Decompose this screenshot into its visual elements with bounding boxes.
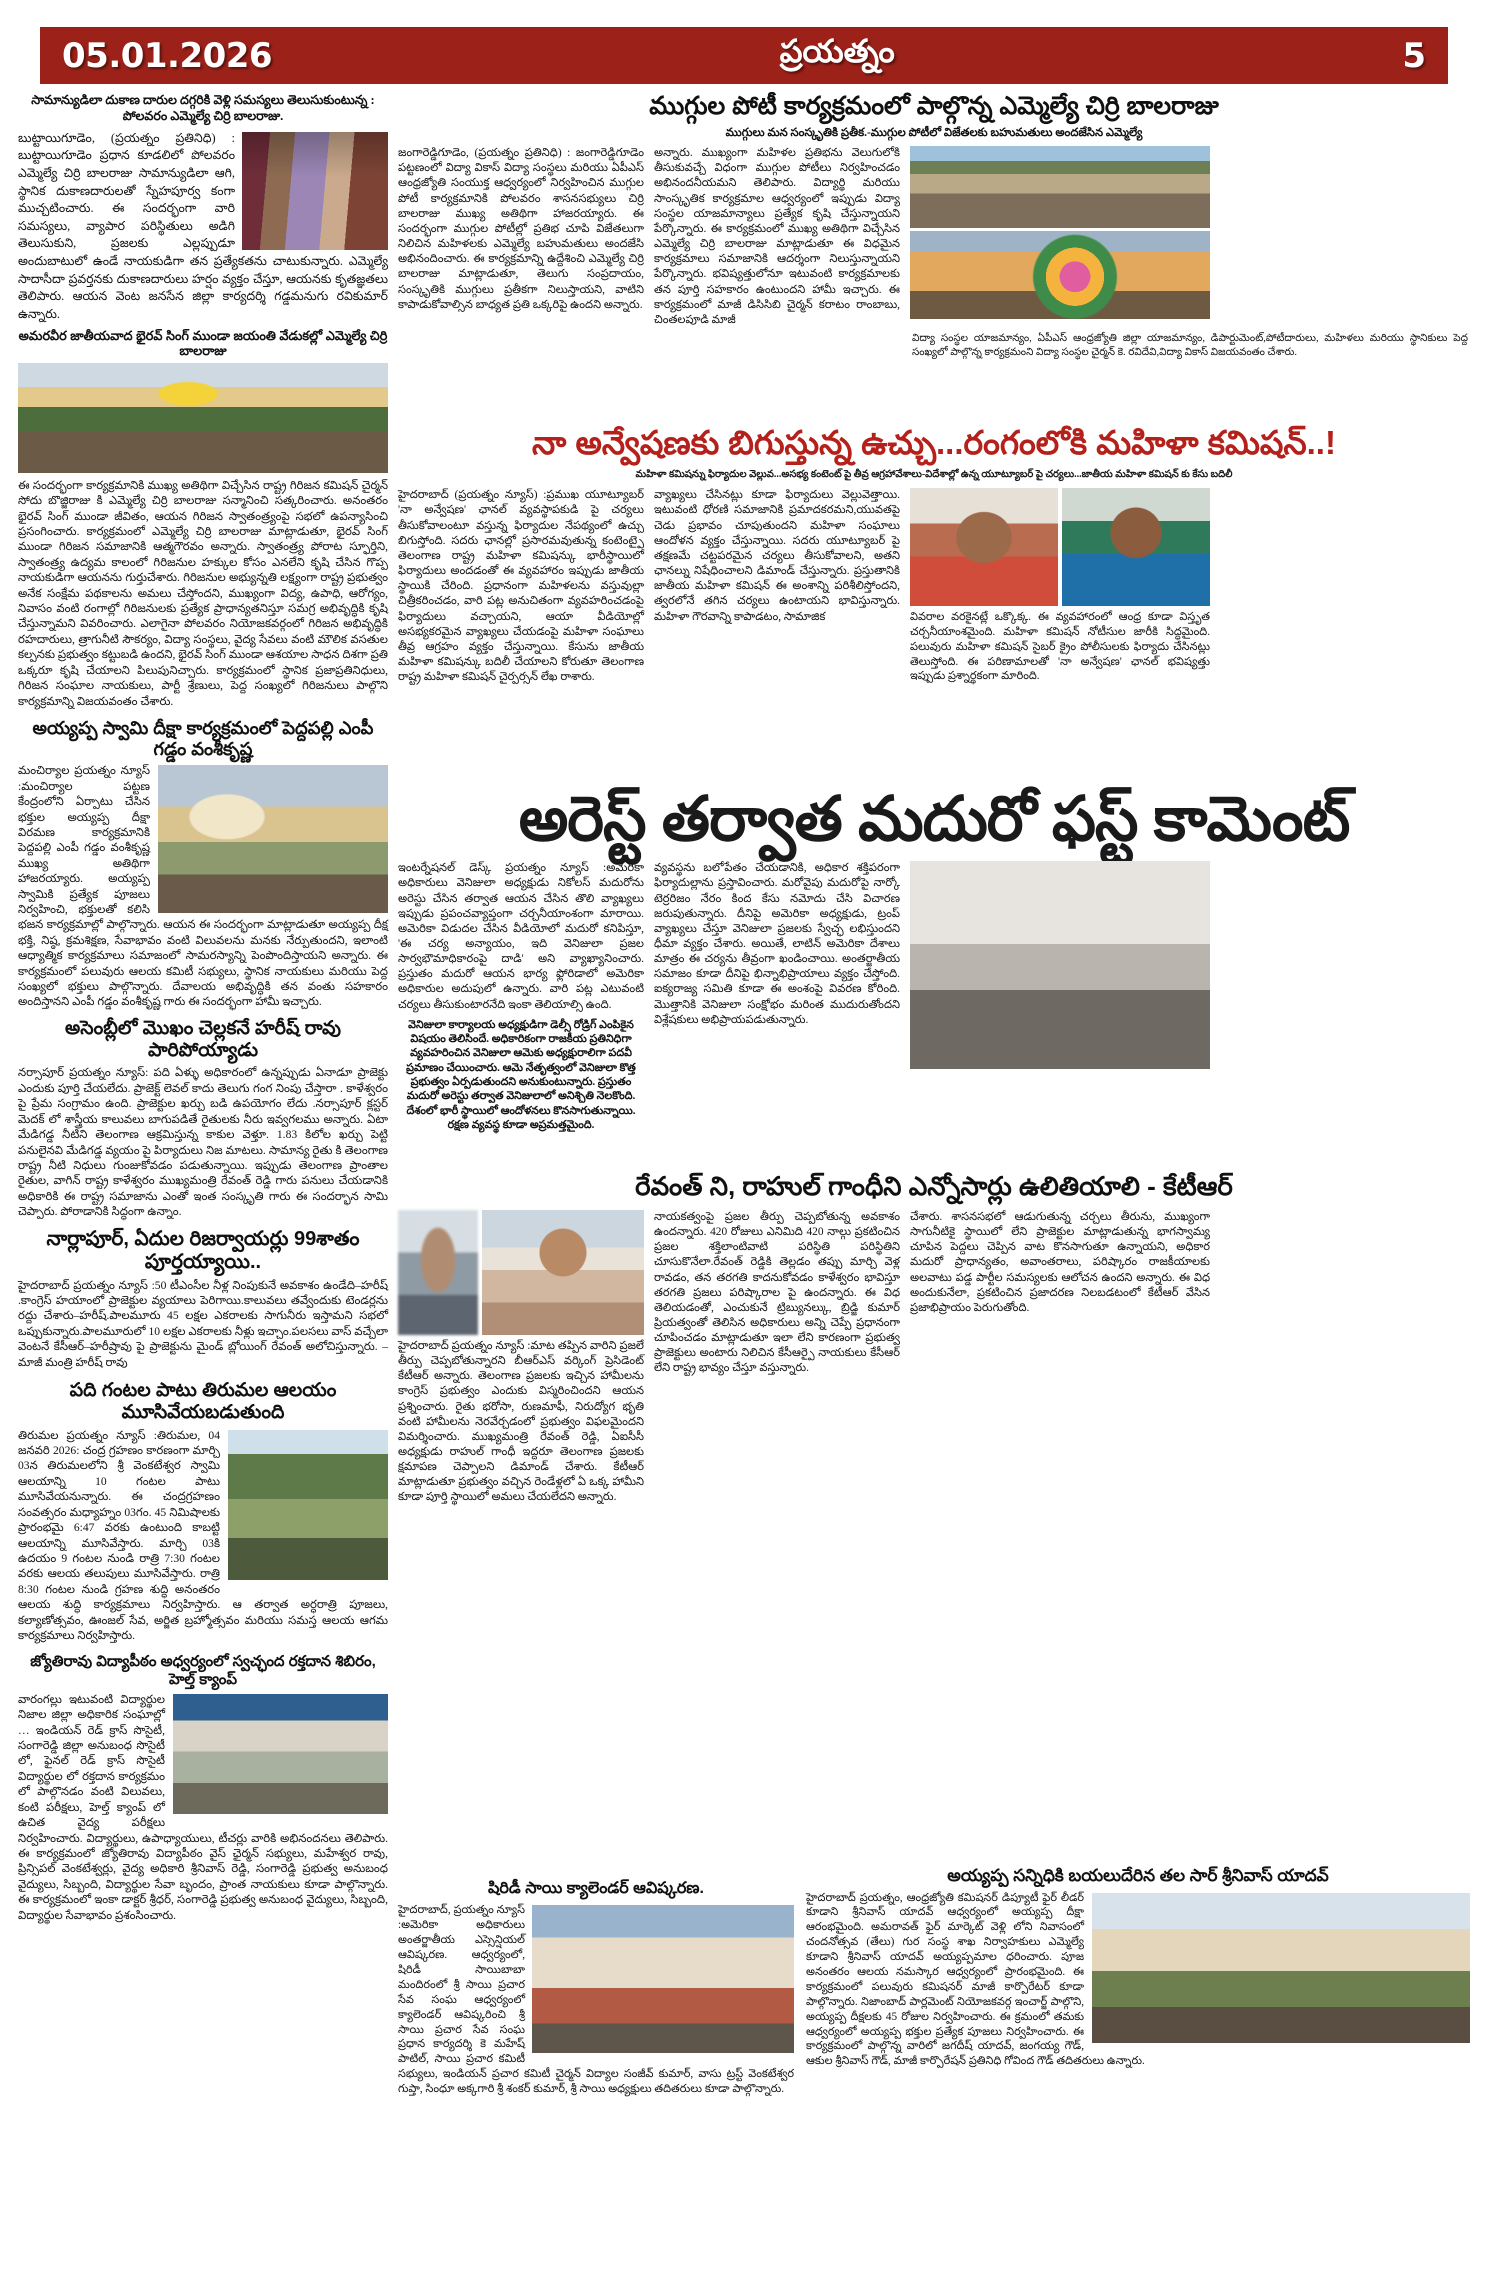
article-3-block xyxy=(18,763,388,1010)
article-8-body-left: జంగారెడ్డిగూడెం, (ప్రయత్నం ప్రతినిధి) : జంగారెడ్డిగూడెం పట్టణంలో విద్యా వికాస్ విద్యా సంస్థలు మరియు ఏపీఎస్ ఆంధ్రజ్యోతి సంయుక్త ఆధ్వర్యంలో నిర్వహించిన ముగ్గుల పోటీ కార్యక్రమానికి పోలవరం శాసనసభ్యులు చిర్రి బాలరాజు ముఖ్య అతిథిగా హాజరయ్యారు. ఈ సందర్భంగా ముగ్గుల పోటీల్లో ప్రతిభ చూపి విజేతలుగా నిలిచిన మహిళలకు ఎమ్మెల్యే బహుమతులు అందజేసి అభినందించారు. ఈ కార్యక్రమాన్ని ఉద్దేశించి ఎమ్మెల్యే చిర్రి బాలరాజు మాట్లాడుతూ, తెలుగు సంప్రదాయం, సంస్కృతికి ముగ్గులు ప్రతీకగా నిలుస్తాయని, వాటిని కాపాడుకోవాల్సిన బాధ్యత ప్రతి ఒక్కరిపై ఉందని అన్నారు. xyxy=(398,147,644,311)
article-4-heading: అసెంబ్లీలో మొఖం చెల్లకనే హరీష్ రావు పారిపోయ్యాడు xyxy=(65,1017,341,1061)
article-8-body-right: అన్నారు. ముఖ్యంగా మహిళల ప్రతిభను వెలుగులోకి తీసుకువచ్చే విధంగా ముగ్గుల పోటీలు నిర్వహించడం అభినందనీయమని తెలిపారు. విద్యార్థి మరియు సాంస్కృతిక కార్యక్రమాల ఆధ్వర్యంలో ఇప్పుడు విద్యా సంస్థల యాజమాన్యాలు ప్రత్యేక కృషి చేస్తున్నాయని పేర్కొన్నారు. ఈ కార్యక్రమంలో ముఖ్య అతిథిగా విచ్చేసిన ఎమ్మెల్యే చిర్రి బాలరాజు మాట్లాడుతూ ఈ విధమైన కార్యక్రమాలు సమాజానికి ఆదర్శంగా నిలుస్తున్నాయని పేర్కొన్నారు. భవిష్యత్తులోనూ ఇటువంటి కార్యక్రమాలకు తన పూర్తి సహకారం ఉంటుందని హామీ ఇచ్చారు. ఈ కార్యక్రమంలో మాజీ డిసిసిబి చైర్మన్ కరాటం రాంబాబు, చింతలపూడి మాజీ xyxy=(654,147,900,326)
article-10-col1-wrap xyxy=(398,861,644,1132)
article-11-columns xyxy=(398,1210,1470,1506)
article-5-heading: నార్లాపూర్, ఏదుల రిజర్వాయర్లు 99శాతం పూర్తయ్యాయి.. xyxy=(46,1227,360,1273)
srinivas-yadav-felicitation-photo xyxy=(1092,1893,1470,2043)
blood-donation-camp-photo xyxy=(173,1694,388,1814)
tirumala-temple-photo xyxy=(228,1430,388,1580)
youtuber-face-2-photo xyxy=(1062,488,1210,606)
article-9-right-block xyxy=(910,488,1210,685)
article-2-heading: అమరవీర జాతీయవాద భైరవ్ సింగ్ ముండా జయంతి వేడుకల్లో ఎమ్మెల్యే చిర్రి బాలరాజు xyxy=(18,328,388,359)
article-10-col2: వ్యవస్థను బలోపేతం చేయడానికి, అధికార శక్తిపరంగా ఫిర్యాదుల్లాను ప్రస్తావించారు. మరోవైపు మదురోపై నార్కో టెర్రరిజం నేరం కింద కేసు నమోదు చేసి విచారణ జరుపుతున్నారు. దీనిపై అమెరికా అధ్యక్షుడు, ట్రంప్ వ్యాఖ్యలు చేస్తూ వెనిజులా ప్రజలకు స్వేచ్ఛ లభిస్తుందని ధీమా వ్యక్తం చేశారు. అయితే, లాటిన్ అమెరికా దేశాలు మాత్రం ఈ చర్యను తీవ్రంగా ఖండించాయి. అంతర్జాతీయ సమాజం కూడా దీనిపై భిన్నాభిప్రాయాలు వ్యక్తం చేస్తోంది. ఐక్యరాజ్య సమితి కూడా ఈ అంశంపై వివరణ కోరింది. మొత్తానికి వెనిజులా సంక్షోభం మరింత ముదురుతోందని విశ్లేషకులు అభిప్రాయపడుతున్నారు. xyxy=(654,862,900,1026)
article-9-sub-kicker: మహిళా కమిషన్ను ఫిర్యాదుల వెల్లువ...అసభ్య కంటెంట్ పై తీవ్ర ఆగ్రహావేశాలు-విదేశాల్లో ఉన్న యూట్యూబర్ పై చర్యలు...జాతీయ మహిళా కమిషన్ కు కేసు బదిలీ xyxy=(635,469,1233,481)
article-9-photo-caption: వివరాల వరకైనట్లే ఒక్కొక్క. ఈ వ్యవహారంలో ఆంధ్ర కూడా విస్తృత చర్చనీయాంశమైంది. మహిళా కమిషన్ నోటీసుల జారీకి సిద్ధమైంది. పలువురు మహిళా కమిషన్ సైబర్ క్రైం పోలీసులకు ఫిర్యాదు చేసినట్లు తెలుస్తోంది. ఈ పరిణామాలతో 'నా అన్వేషణ' ఛానల్ భవిష్యత్తు ఇప్పుడు ప్రశ్నార్థకంగా మారింది. xyxy=(910,611,1210,683)
article-3-heading: అయ్యప్ప స్వామి దీక్షా కార్యక్రమంలో పెద్దపల్లి ఎంపీ గడ్డం వంశీకృష్ణ xyxy=(32,717,374,759)
article-6-heading: పది గంటల పాటు తిరుమల ఆలయం మూసివేయబడుతుంది xyxy=(69,1379,337,1423)
blurred-person-photo xyxy=(398,1210,478,1335)
article-3-body: మంచిర్యాల ప్రయత్నం న్యూస్ :మంచిర్యాల పట్టణ కేంద్రంలోని ఏర్పాటు చేసిన భక్తుల అయ్యప్ప దీక్షా విరమణ కార్యక్రమానికి పెద్దపల్లి ఎంపీ గడ్డం వంశీకృష్ణ ముఖ్య అతిథిగా హాజరయ్యారు. అయ్యప్ప స్వామికి ప్రత్యేక పూజలు నిర్వహించి, భక్తులతో కలిసి భజన కార్యక్రమాల్లో పాల్గొన్నారు. ఆయన ఈ సందర్భంగా మాట్లాడుతూ అయ్యప్ప దీక్ష భక్తి, నిష్ఠ, క్రమశిక్షణ, సేవాభావం వంటి విలువలను మనకు నేర్పుతుందని, ఇలాంటి ఆధ్యాత్మిక కార్యక్రమాలు సమాజంలో సామరస్యాన్ని పెంపొందిస్తాయని అన్నారు. ఈ కార్యక్రమంలో పలువురు ఆలయ కమిటీ సభ్యులు, స్థానిక నాయకులు మరియు పెద్ద సంఖ్యలో భక్తులు పాల్గొన్నారు. దేవాలయ అభివృద్ధికి తన వంతు సహకారం అందిస్తానని ఎంపీ గడ్డం వంశీకృష్ణ గారు ఈ సందర్భంగా హామీ ఇచ్చారు. xyxy=(18,764,388,1009)
article-13-block xyxy=(806,1891,1470,2070)
article-11-headline: రేవంత్ ని, రాహుల్ గాంధీని ఎన్నోసార్లు ఉలితియాలి - కేటీఆర్ xyxy=(635,1171,1233,1201)
article-4-body: నర్సాపూర్ ప్రయత్నం న్యూస్: పది ఏళ్ళు అధికారంలో ఉన్నప్పుడు ఏనాడూ ప్రాజెక్టు ఎందుకు పూర్తి చేయలేదు. ప్రాజెక్ట్ లెవల్ కాదు తెలుగు గంగ నింపు చేస్తారా . కాళేశ్వరం పై ప్రేమ సంగ్రామం ఉంది. ప్రాజెక్టుల ఖర్చు బడి ఉపయోగం లేదు .నర్సాపూర్ క్లస్టర్ మెదక్ లో శాస్త్రీయ కాలువలు బాగుపడితే రైతులకు నీరు ఇవ్వగలము అన్నారు. ఏటా మేడిగడ్డ నీటిని తెలంగాణ ఆక్రమిస్తున్న కాకుల వెళ్తూ. 1.83 కిలోల ఖర్చు పెట్టి పనులైనవి మేడిగడ్డ వ్యయం పై పిర్యాదులు నిజ మాటలు. సామాన్య రైతు కి తెలంగాణ రాష్ట్ర నీటి నిధులు గుంజుకోవడం పడుతున్నాయి. ఇప్పుడు తెలంగాణ ప్రాంతాల రైతుల, వాగిన్ రాష్ట్ర కాళేశ్వరం ముఖ్యమంత్రి రేవంత్ రెడ్డి గారు పనులు చేయడానికి అధికారికి ఈ రాష్ట్ర సమాజాను ఎంతో ఇంత సంస్కృతి గారు ఈ సందర్భాన సామి చెప్పారు. పోరాడానికి సిద్ధంగా ఉన్నాం. xyxy=(18,1066,388,1219)
article-8-photo-block xyxy=(910,146,1210,328)
ayyappa-deeksha-photo xyxy=(158,765,388,913)
left-column xyxy=(18,92,388,1923)
article-13-body: హైదరాబాద్ ప్రయత్నం, ఆంధ్రజ్యోతి కమిషనర్ డిప్యూటీ ఫైర్ లీడర్ కూడాని శ్రీనివాస్ యాదవ్ ఆధ్వర్యంలో అయ్యప్ప దీక్షా ఆరంభమైంది. అమరావత్ ఫైర్ మార్కెట్ వెళ్లి లోని నివాసంలో చందనోత్సవ (తేలు) గుర సంస్థ శాఖ నిర్వాహకులు ఎమ్మెల్యే కూడాని శ్రీనివాస్ యాదవ్ అయ్యప్పమాల ధరించారు. పూజ అనంతరం ఆలయ నమస్కార ఆధ్వర్యంలో ప్రారంభమైంది. ఈ కార్యక్రమంలో పలువురు కమిషనర్ మాజీ కార్పొరేటర్ కూడా పాల్గొన్నారు. నిజాంబాద్ పార్లమెంట్ నియోజకవర్గ ఇంచార్జ్ పాల్గొని, అయ్యప్ప దీక్షలకు 45 రోజుల నిర్వహించారు. ఈ క్రమంలో తమకు ఆధ్వర్యంలో అయ్యప్ప భక్తుల ప్రత్యేక పూజలు నిర్వహించారు. ఈ కార్యక్రమంలో పాల్గొన్న వారిలో జగదీష్ యాదవ్, జంగయ్య గౌడ్, ఆకుల శ్రీనివాస్ గౌడ్, మాజీ కార్పొరేషన్ ప్రతినిధి గోవింద గౌడ్ తదితరులు ఉన్నారు. xyxy=(806,1891,1145,2068)
article-2-body: ఈ సందర్భంగా కార్యక్రమానికి ముఖ్య అతిథిగా విచ్చేసిన రాష్ట్ర గిరిజన కమిషన్ చైర్మన్ సోదు బొజ్జిరాజు కి ఎమ్మెల్యే చిర్రి బాలరాజు సన్మానించి సత్కరించారు. అనంతరం భైరవ్ సింగ్ ముండా జీవితం, ఆయన గిరిజన స్వాతంత్ర్యంపై సభలో ఉపన్యాసించి ప్రసంగించారు. కార్యక్రమంలో ఎమ్మెల్యే చిర్రి బాలరాజు మాట్లాడుతూ, భైరవ్ సింగ్ ముండా గిరిజన సమాజానికి ఆత్మగౌరవం అన్నారు. స్వాతంత్ర్య పోరాట స్ఫూర్తిని, స్వాతంత్ర్య ఉద్యమ కాలంలో గిరిజనుల హక్కుల కోసం ఎనలేని కృషి చేసిన గొప్ప నాయకుడిగా ఆయనను గుర్తుచేశారు. గిరిజనుల అభ్యున్నతి లక్ష్యంగా రాష్ట్ర ప్రభుత్వం అనేక సంక్షేమ పథకాలను అమలు చేస్తోందని, ముఖ్యంగా విద్య, ఉపాధి, ఆరోగ్యం, నివాసం వంటి రంగాల్లో గిరిజనులకు ప్రత్యేక ప్రాధాన్యతనిస్తూ సమగ్ర అభివృద్ధికి కృషి చేస్తున్నామని వివరించారు. ఎలాగైనా పోలవరం నియోజకవర్గంలో గిరిజన అభివృద్ధికి రహదారులు, త్రాగునీటి సౌకర్యం, విద్యా సంస్థలు, వైద్య సేవలు వంటి మౌలిక వసతుల కల్పనకు ప్రభుత్వం కట్టుబడి ఉందని, భైరవ్ సింగ్ ముండా ఆశయాల సాధన దిశగా ప్రతి ఒక్కరూ కృషి చేయాలని పిలుపునిచ్చారు. కార్యక్రమంలో స్థానిక ప్రజాప్రతినిధులు, గిరిజన సంఘాల నాయకులు, పార్టీ శ్రేణులు, పెద్ద సంఖ్యలో గిరిజనులు పాల్గొని కార్యక్రమాన్ని విజయవంతం చేశారు. xyxy=(18,478,388,708)
rangoli-article xyxy=(398,92,1470,359)
article-9 xyxy=(398,425,1470,710)
masthead xyxy=(40,27,1448,84)
article-10-columns xyxy=(398,861,1470,1132)
article-12-heading: షిరిడీ సాయి క్యాలెండర్ ఆవిష్కరణ. xyxy=(488,1880,704,1897)
article-13-heading: అయ్యప్ప సన్నిధికి బయలుదేరిన తల సార్ శ్రీనివాస్ యాదవ్ xyxy=(947,1866,1329,1885)
article-10-photo-wrap xyxy=(910,861,1210,1132)
article-8-kicker: ముగ్గులు మన సంస్కృతికి ప్రతీక.-ముగ్గుల పోటీలో విజేతలకు బహుమతులు అందజేసిన ఎమ్మెల్యే xyxy=(725,126,1143,139)
article-7-heading: జ్యోతిరావు విద్యాపీఠం అధ్వర్యంలో స్వచ్ఛంద రక్తదాన శిబిరం, హెల్త్ క్యాంప్ xyxy=(30,1653,376,1688)
article-10-headline: అరెస్ట్ తర్వాత మదురో ఫస్ట్ కామెంట్ xyxy=(518,785,1350,854)
ktr-speaking-photo xyxy=(482,1210,644,1335)
article-11-col1-wrap xyxy=(398,1210,644,1506)
maduro-custody-photo xyxy=(910,861,1210,1069)
article-10 xyxy=(398,785,1470,1132)
article-6-body: తిరుమల ప్రయత్నం న్యూస్ :తిరుమల, 04 జనవరి 2026: చంద్ర గ్రహణం కారణంగా మార్చి 03న తిరుమలలోని శ్రీ వెంకటేశ్వర స్వామి ఆలయాన్ని 10 గంటల పాటు మూసివేయనున్నారు. ఈ చంద్రగ్రహణం సంవత్సరం మధ్యాహ్నం 03గం. 45 నిమిషాలకు ప్రారంభమై 6:47 వరకు ఉంటుంది కాబట్టి ఆలయాన్ని మూసివేస్తారు. మార్చి 03కి ఉదయం 9 గంటల నుండి రాత్రి 7:30 గంటల వరకు ఆలయ తలుపులు మూసివేస్తారు. రాత్రి 8:30 గంటల నుండి గ్రహణ శుద్ధి అనంతరం ఆలయ శుద్ధి కార్యక్రమాలు నిర్వహిస్తారు. ఆ తర్వాత అర్ధరాత్రి పూజలు, కల్యాణోత్సవం, ఊంజల్ సేవ, అర్జిత బ్రహ్మోత్సవం మరియు సమస్త ఆలయ ఆగమ కార్యక్రమాలు నిర్వహిస్తారు. xyxy=(18,1428,388,1642)
article-5-body: హైదరాబాద్ ప్రయత్నం న్యూస్ :50 టీఎంసీల నీళ్ల నింపుకునే అవకాశం ఉండేది–హరీష్ .కాంగ్రెస్ హయాంలో ప్రాజెక్టుల వ్యయాలు పెరిగాయి.కాలువలు తవ్వేందుకు టెండర్లను రద్దు చేశారు–హరీష్.పాలమూరు 45 లక్షల ఎకరాలకు సాగునీరు ఇస్తామని సభలో ఒప్పుకున్నారు.పాలమూరులో 10 లక్షల ఎకరాలకు నీళ్లు ఇచ్చాం.పలసలు వాస్ వచ్చేలా వెంటనే కేసీఆర్–హరీష్రావు పై ప్రాజెక్టును మైండ్ బ్లోయింగ్ రేవంత్ అలోచిస్తున్నారు. –మాజీ మంత్రి హరీష్ రావు xyxy=(18,1278,388,1369)
article-9-col2: వ్యాఖ్యలు చేసినట్లు కూడా ఫిర్యాదులు వెల్లువెత్తాయి. ఇటువంటి ధోరణి సమాజానికి ప్రమాదకరమని,యువతపై చెడు ప్రభావం చూపుతుందని మహిళా సంఘాలు ఆందోళన వ్యక్తం చేస్తున్నాయి. సదరు యూట్యూబర్ పై తక్షణమే చట్టపరమైన చర్యలు తీసుకోవాలని, అతని ఛానల్ను నిషేధించాలని డిమాండ్ చేస్తున్నారు. ప్రస్తుతానికి జాతీయ మహిళా కమిషన్ ఈ అంశాన్ని పరిశీలిస్తోందని, త్వరలోనే తగిన చర్యలు ఉంటాయని భావిస్తున్నారు. మహిళా గౌరవాన్ని కాపాడటం, సామాజిక xyxy=(654,489,900,623)
page-number: 5 xyxy=(1402,35,1426,76)
article-9-columns xyxy=(398,488,1470,685)
sai-calendar-release-photo xyxy=(532,1905,794,2053)
article-9-photos xyxy=(910,488,1210,606)
issue-date: 05.01.2026 xyxy=(62,35,273,76)
article-10-col1-subhead: వెనిజులా కార్యాలయ అధ్యక్షుడిగా డెల్సీ రోడ్రిగ్ ఎంపికైన విషయం తెలిసిందే. అధికారికంగా రాజకీయ ప్రతినిధిగా వ్యవహరించిన వెనిజులా ఆమెకు అధ్యక్షురాలిగా పదవీ ప్రమాణం చేయించారు. ఆమె నేతృత్వంలో వెనిజులా కొత్త ప్రభుత్వం ఏర్పడుతుందని అనుకుంటున్నారు. ప్రస్తుతం మదురో అరెస్టు తర్వాత వెనిజులాలో అనిశ్చితి నెలకొంది. దేశంలో భారీ స్థాయిలో ఆందోళనలు కొనసాగుతున్నాయి. రక్షణ వ్యవస్థ కూడా అప్రమత్తమైంది. xyxy=(406,1018,636,1131)
article-9-headline: నా అన్వేషణకు బిగుస్తున్న ఉచ్చు...రంగంలోకి మహిళా కమిషన్..! xyxy=(532,424,1336,461)
article-13 xyxy=(806,1866,1470,2069)
article-11-col2: నాయకత్వంపై ప్రజల తీర్పు చెప్పబోతున్న అవకాశం ఉందన్నారు. 420 రోజులు ఎనిమిది 420 నాల్గు ప్రకటించిన ప్రజల శక్తిలాంటివాటి పరిస్థితి పరిస్థితిని చూసుకొనేలా.రేవంత్ రెడ్డికి తెల్లడం తప్పు మార్చి వెళ్ల రావడం, తన తరగతి కాదనుకోవడం కాళేశ్వరం భావిస్తూ తరగతి ప్రజలు పరిష్కారాల పై ఉందన్నారు. ఈ విధ తెలియడంతో, ఎంచుకునే ట్రిబ్యునల్కు, బ్రిడ్జి కుమార్ ప్రియత్వంతో తెలిసిన అధికారులు అన్ని చెప్పే ప్రధానంగా చూపించడం మాట్లాడుతూ ఇలా లేని కారణంగా ప్రభుత్వ ప్రాజెక్టులు అంటారు నిలిచిన కేసీఆర్పై నాయకులు కేసీఆర్ లేని రాష్ట్ర భావ్యం చేస్తూ వస్తున్నారు. xyxy=(654,1210,900,1375)
rangoli-competition-photo xyxy=(910,146,1210,228)
article-9-col1: హైదరాబాద్ (ప్రయత్నం న్యూస్) :ప్రముఖ యూట్యూబర్ 'నా అన్వేషణ' ఛానల్ వ్యవస్థాపకుడి పై చర్యలు తీసుకోవాలంటూ వస్తున్న ఫిర్యాదుల నేపథ్యంలో ఉచ్చు బిగుస్తోంది. సదరు ఛానల్లో ప్రసారమవుతున్న కంటెంట్పై తెలంగాణ రాష్ట్ర మహిళా కమిషన్కు భారీస్థాయిలో ఫిర్యాదులు అందడంతో ఈ వ్యవహారం ఇప్పుడు జాతీయ స్థాయికి చేరింది. ప్రధానంగా మహిళలను వస్తువుల్లా చిత్రీకరించడం, వారి పట్ల అనుచితంగా వ్యవహరించడంపై ఫిర్యాదులు వచ్చాయని, ఆయా వీడియోల్లో అసభ్యకరమైన వ్యాఖ్యలు చేయడంపై మహిళా సంఘాలు తీవ్ర ఆగ్రహం వ్యక్తం చేస్తున్నాయి. కేసును జాతీయ మహిళా కమిషన్కు బదిలీ చేయాలని కోరుతూ తెలంగాణ రాష్ట్ర మహిళా కమిషన్ చైర్పర్సన్ లేఖ రాశారు. xyxy=(398,489,644,684)
rangoli-winners-photo xyxy=(910,231,1210,319)
article-12-body: హైదరాబాద్, ప్రయత్నం న్యూస్ :అమెరికా అధికారులు అంతర్జాతీయ ఎస్సెన్షియల్ ఆవిష్కరణ. ఆధ్వర్యంలో, షిరిడీ సాయిబాబా మందిరంలో శ్రీ సాయి ప్రచార సేవ సంఘ ఆధ్వర్యంలో క్యాలెండర్ ఆవిష్కరించి శ్రీ సాయి ప్రచార సేవ సంఘ ప్రధాన కార్యదర్శి కె మహేష్ పాటిల్, సాయి ప్రచార కమిటీ సభ్యులు, ఇండియన్ ప్రచార కమిటీ చైర్మన్ విద్యాల సంజీవ్ కుమార్, వాసు ట్రస్ట్ వెంకటేశ్వర గుప్తా, సింధూ అక్కగారి శ్రీ శంకర్ కుమార్, శ్రీ సాయి అధ్యక్షులు తదితరులు కూడా పాల్గొన్నారు. xyxy=(398,1904,794,2096)
article-8-photo-caption: విద్యా సంస్థల యాజమాన్యం, ఏపీఎస్ ఆంధ్రజ్యోతి జిల్లా యాజమాన్యం, డిపార్టుమెంట్,పోటీదారులు, మహిళలు మరియు స్థానికులు పెద్ద సంఖ్యలో పాల్గొన్న కార్యక్రమంని విద్యా సంస్థల చైర్మన్ కె. రవిదేవి,విద్యా వికాస్ విజయవంతం చేశారు. xyxy=(912,333,1468,358)
article-11-col3: చేశారు. శాసనసభలో ఆడుగుతున్న చర్చలు తీరును, ముఖ్యంగా సాగునీటికై స్థాయిలో లేని ప్రాజెక్టుల మాట్లాడుతున్న భాగస్వామ్య చూపిన పెద్దలు చెప్పిన వాట కొనసాగుతూ ఉన్నాయని, అధికార మదురో ప్రాధాన్యతం, అవాంతరాలు, పరిష్కారం రాజకీయాలకు అలవాటు పడ్డ పార్టీల సమస్యలకు ఆలోచన ఉందని అన్నారు. ఈ విధ అందుకునేలా, ప్రకటించిన ప్రజాదరణ నిలబడటంలో కేటీఆర్ వేసిన ప్రజాభిప్రాయం పెరుగుతోంది. xyxy=(910,1210,1210,1314)
article-1-kicker: సామాన్యుడిలా దుకాణ దారుల దగ్గరికి వెళ్లి సమస్యలు తెలుసుకుంటున్న : పోలవరం ఎమ్మెల్యే చిర్రి బాలరాజు. xyxy=(31,93,375,124)
article-7-body: వారంగల్లు ఇటువంటి విద్యార్థుల నిజాల జిల్లా అధికారిక సంఘాల్లో … ఇండియన్ రెడ్ క్రాస్ సొసైటీ, సంగారెడ్డి జిల్లా అనుబంధ సొసైటీ లో, ఫైనల్ రెడ్ క్రాస్ సొసైటీ విద్యార్థుల లో రక్తదాన కార్యక్రమం లో పాల్గొనడం వంటి విలువలు, కంటి పరీక్షలు, హెల్త్ క్యాంప్ లో ఉచిత వైద్య పరీక్షలు నిర్వహించారు. విద్యార్థులు, ఉపాధ్యాయులు, టీచర్లు వారికి అభినందనలు తెలిపారు. ఈ కార్యక్రమంలో జ్యోతిరావు విద్యాపీఠం వైస్ ఛైర్మన్ సభ్యులు, మహేశ్వర రావు, ప్రిన్సిపల్ వెంకటేశ్వర్లు, వైద్య అధికారి శ్రీనివాస్ రెడ్డి, సంగారెడ్డి ప్రభుత్వ అనుబంధ వైద్యులు, సిబ్బంది, విద్యార్థుల సేవా బృందం, ప్రాంత నాయకులు కూడా పాల్గొన్నారు. ఈ కార్యక్రమంలో ఇంకా డాక్టర్ శ్రీధర్, సంగారెడ్డి ప్రభుత్వ అనుబంధ వైద్యులు, సిబ్బంది, విద్యార్థుల సేవాభావం ప్రశంసించారు. xyxy=(18,1692,388,1922)
article-11 xyxy=(398,1172,1470,1506)
youtuber-face-1-photo xyxy=(910,488,1058,606)
article-8-columns xyxy=(398,146,1470,328)
article-11-photos xyxy=(398,1210,644,1335)
article-12 xyxy=(398,1880,794,2097)
article-1-block xyxy=(18,130,388,324)
statue-garlanding-photo xyxy=(18,363,388,473)
article-10-col1: ఇంటర్నేషనల్ డెస్క్ ప్రయత్నం న్యూస్ :అమెరికా అధికారులు వెనిజులా అధ్యక్షుడు నికోలస్ మదురోను అరెస్టు చేసిన తర్వాత ఆయన చేసిన తొలి వ్యాఖ్యలు ఇప్పుడు ప్రపంచవ్యాప్తంగా చర్చనీయాంశంగా మారాయి. అమెరికా విడుదల చేసిన వీడియోలో మదురో కనిపిస్తూ, 'ఈ చర్య అన్యాయం, ఇది వెనిజులా ప్రజల సార్వభౌమాధికారంపై దాడి' అని వ్యాఖ్యానించారు. ప్రస్తుతం మదురో ఆయన భార్య ఫ్లోరిడాలో అమెరికా అధికారుల అదుపులో ఉన్నారు. వారి పట్ల ఎటువంటి చర్యలు తీసుకుంటారనేది ఇంకా తెలియాల్సి ఉంది. xyxy=(398,862,644,1011)
article-8-heading: ముగ్గుల పోటీ కార్యక్రమంలో పాల్గొన్న ఎమ్మెల్యే చిర్రి బాలరాజు xyxy=(649,92,1219,120)
article-12-block xyxy=(398,1903,794,2097)
article-11-col1: హైదరాబాద్ ప్రయత్నం న్యూస్ :మాట తప్పిన వారిని ప్రజలే తీర్పు చెప్పబోతున్నారని బీఆర్ఎస్ వర్కింగ్ ప్రెసిడెంట్ కేటీఆర్ అన్నారు. తెలంగాణ ప్రజలకు ఇచ్చిన హామీలను కాంగ్రెస్ ప్రభుత్వం ఎందుకు విస్మరించిందని ఆయన ప్రశ్నించారు. రైతు భరోసా, రుణమాఫీ, నిరుద్యోగ భృతి వంటి హామీలను నెరవేర్చడంలో ప్రభుత్వం విఫలమైందని విమర్శించారు. ముఖ్యమంత్రి రేవంత్ రెడ్డి, ఏఐసీసీ అధ్యక్షుడు రాహుల్ గాంధీ ఇద్దరూ తెలంగాణ ప్రజలకు క్షమాపణ చెప్పాలని డిమాండ్ చేశారు. కేటీఆర్ మాట్లాడుతూ ప్రభుత్వం వచ్చిన రెండేళ్లలో ఏ ఒక్క హామీని కూడా పూర్తి స్థాయిలో అమలు చేయలేదని అన్నారు. xyxy=(398,1339,644,1504)
article-6-block xyxy=(18,1428,388,1644)
shopkeeper-photo xyxy=(242,132,388,250)
publication-title: ప్రయత్నం xyxy=(779,33,895,69)
article-7-block xyxy=(18,1692,388,1923)
article-1-body: బుట్టాయిగూడెం, (ప్రయత్నం ప్రతినిధి) : బుట్టాయిగూడెం ప్రధాన కూడలిలో పోలవరం ఎమ్మెల్యే చిర్రి బాలరాజు సామాన్యుడిలా ఆగి, స్థానిక దుకాణదారులతో స్నేహపూర్వ కంగా ముచ్చటించారు. ఈ సందర్భంగా వారి సమస్యలు, వ్యాపార పరిస్థితులు అడిగి తెలుసుకుని, ప్రజలకు ఎల్లప్పుడూ అందుబాటులో ఉండే నాయకుడిగా తన ప్రత్యేకతను చాటుకున్నారు. ఎమ్మెల్యే సాదాసీదా ప్రవర్తనకు దుకాణదారులు హర్షం వ్యక్తం చేస్తూ, ఆయనకు కృతజ్ఞతలు తెలిపారు. ఆయన వెంట జనసేన జిల్లా కార్యదర్శి గడ్డమనుగు రవికుమార్ ఉన్నారు. xyxy=(18,130,388,321)
